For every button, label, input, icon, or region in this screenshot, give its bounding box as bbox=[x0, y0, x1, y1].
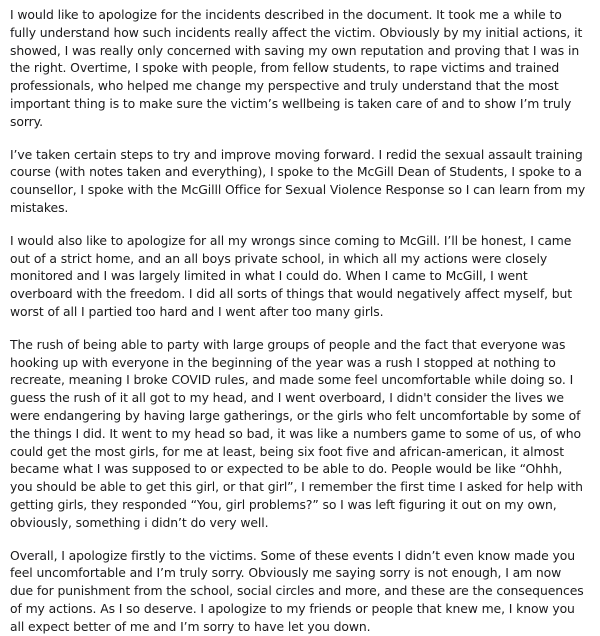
paragraph-party-rush: The rush of being able to party with large groups of people and the fact that everyone was hooking up with everyone in the beginning of the year was a rush I stopped at nothing to recreate, meaning I broke COVID rules, and made some feel uncomfortable while doing so. I guess the rush of it all got to my head, and I went overboard, I didn't consider the lives we were endangering by having large gatherings, or the girls who felt uncomfortable by some of the things I did. It went to my head so bad, it was like a numbers game to some of us, of who could get the most girls, for me at least, being six foot five and african-american, it almost became what I was supposed to or expected to be able to do. People would be like “Ohhh, you should be able to get this girl, or that girl”, I remember the first time I asked for help with getting girls, they responded “You, girl problems?” so I was left figuring it out on my own, obviously, something i didn’t do very well. bbox=[10, 336, 583, 530]
paragraph-steps-taken: I’ve taken certain steps to try and improve moving forward. I redid the sexual assault training course (with notes taken and everything), I spoke to the McGill Dean of Students, I spoke to a counsellor, I spoke with the McGilll Office for Sexual Violence Response so I can learn from my mistakes. bbox=[10, 146, 586, 215]
paragraph-apology-intro: I would like to apologize for the incidents described in the document. It took me a while to fully understand how such incidents really affect the victim. Obviously by my initial actions, it showed, I was really only concerned with saving my own reputation and proving that I was in the right. Overtime, I spoke with people, from fellow students, to rape victims and trained professionals, who helped me change my perspective and truly understand that the most important thing is to make sure the victim’s wellbeing is taken care of and to show I’m truly sorry. bbox=[10, 7, 583, 129]
paragraph-wrongs-at-mcgill: I would also like to apologize for all my wrongs since coming to McGill. I’ll be honest, I came out of a strict home, and an all boys private school, in which all my actions were closely monitored and I was largely limited in what I could do. When I came to McGill, I went overboard with the freedom. I did all sorts of things that would negatively affect myself, but worst of all I partied too hard and I went after too many girls. bbox=[10, 232, 573, 319]
paragraph-overall-apology: Overall, I apologize firstly to the victims. Some of these events I didn’t even know made you feel uncomfortable and I’m truly sorry. Obviously me saying sorry is not enough, I am now due for punishment from the school, social circles and more, and these are the consequences of my actions. As I so deserve. I apologize to my friends or people that knew me, I know you all expect better of me and I’m sorry to have let you down. bbox=[10, 547, 584, 634]
